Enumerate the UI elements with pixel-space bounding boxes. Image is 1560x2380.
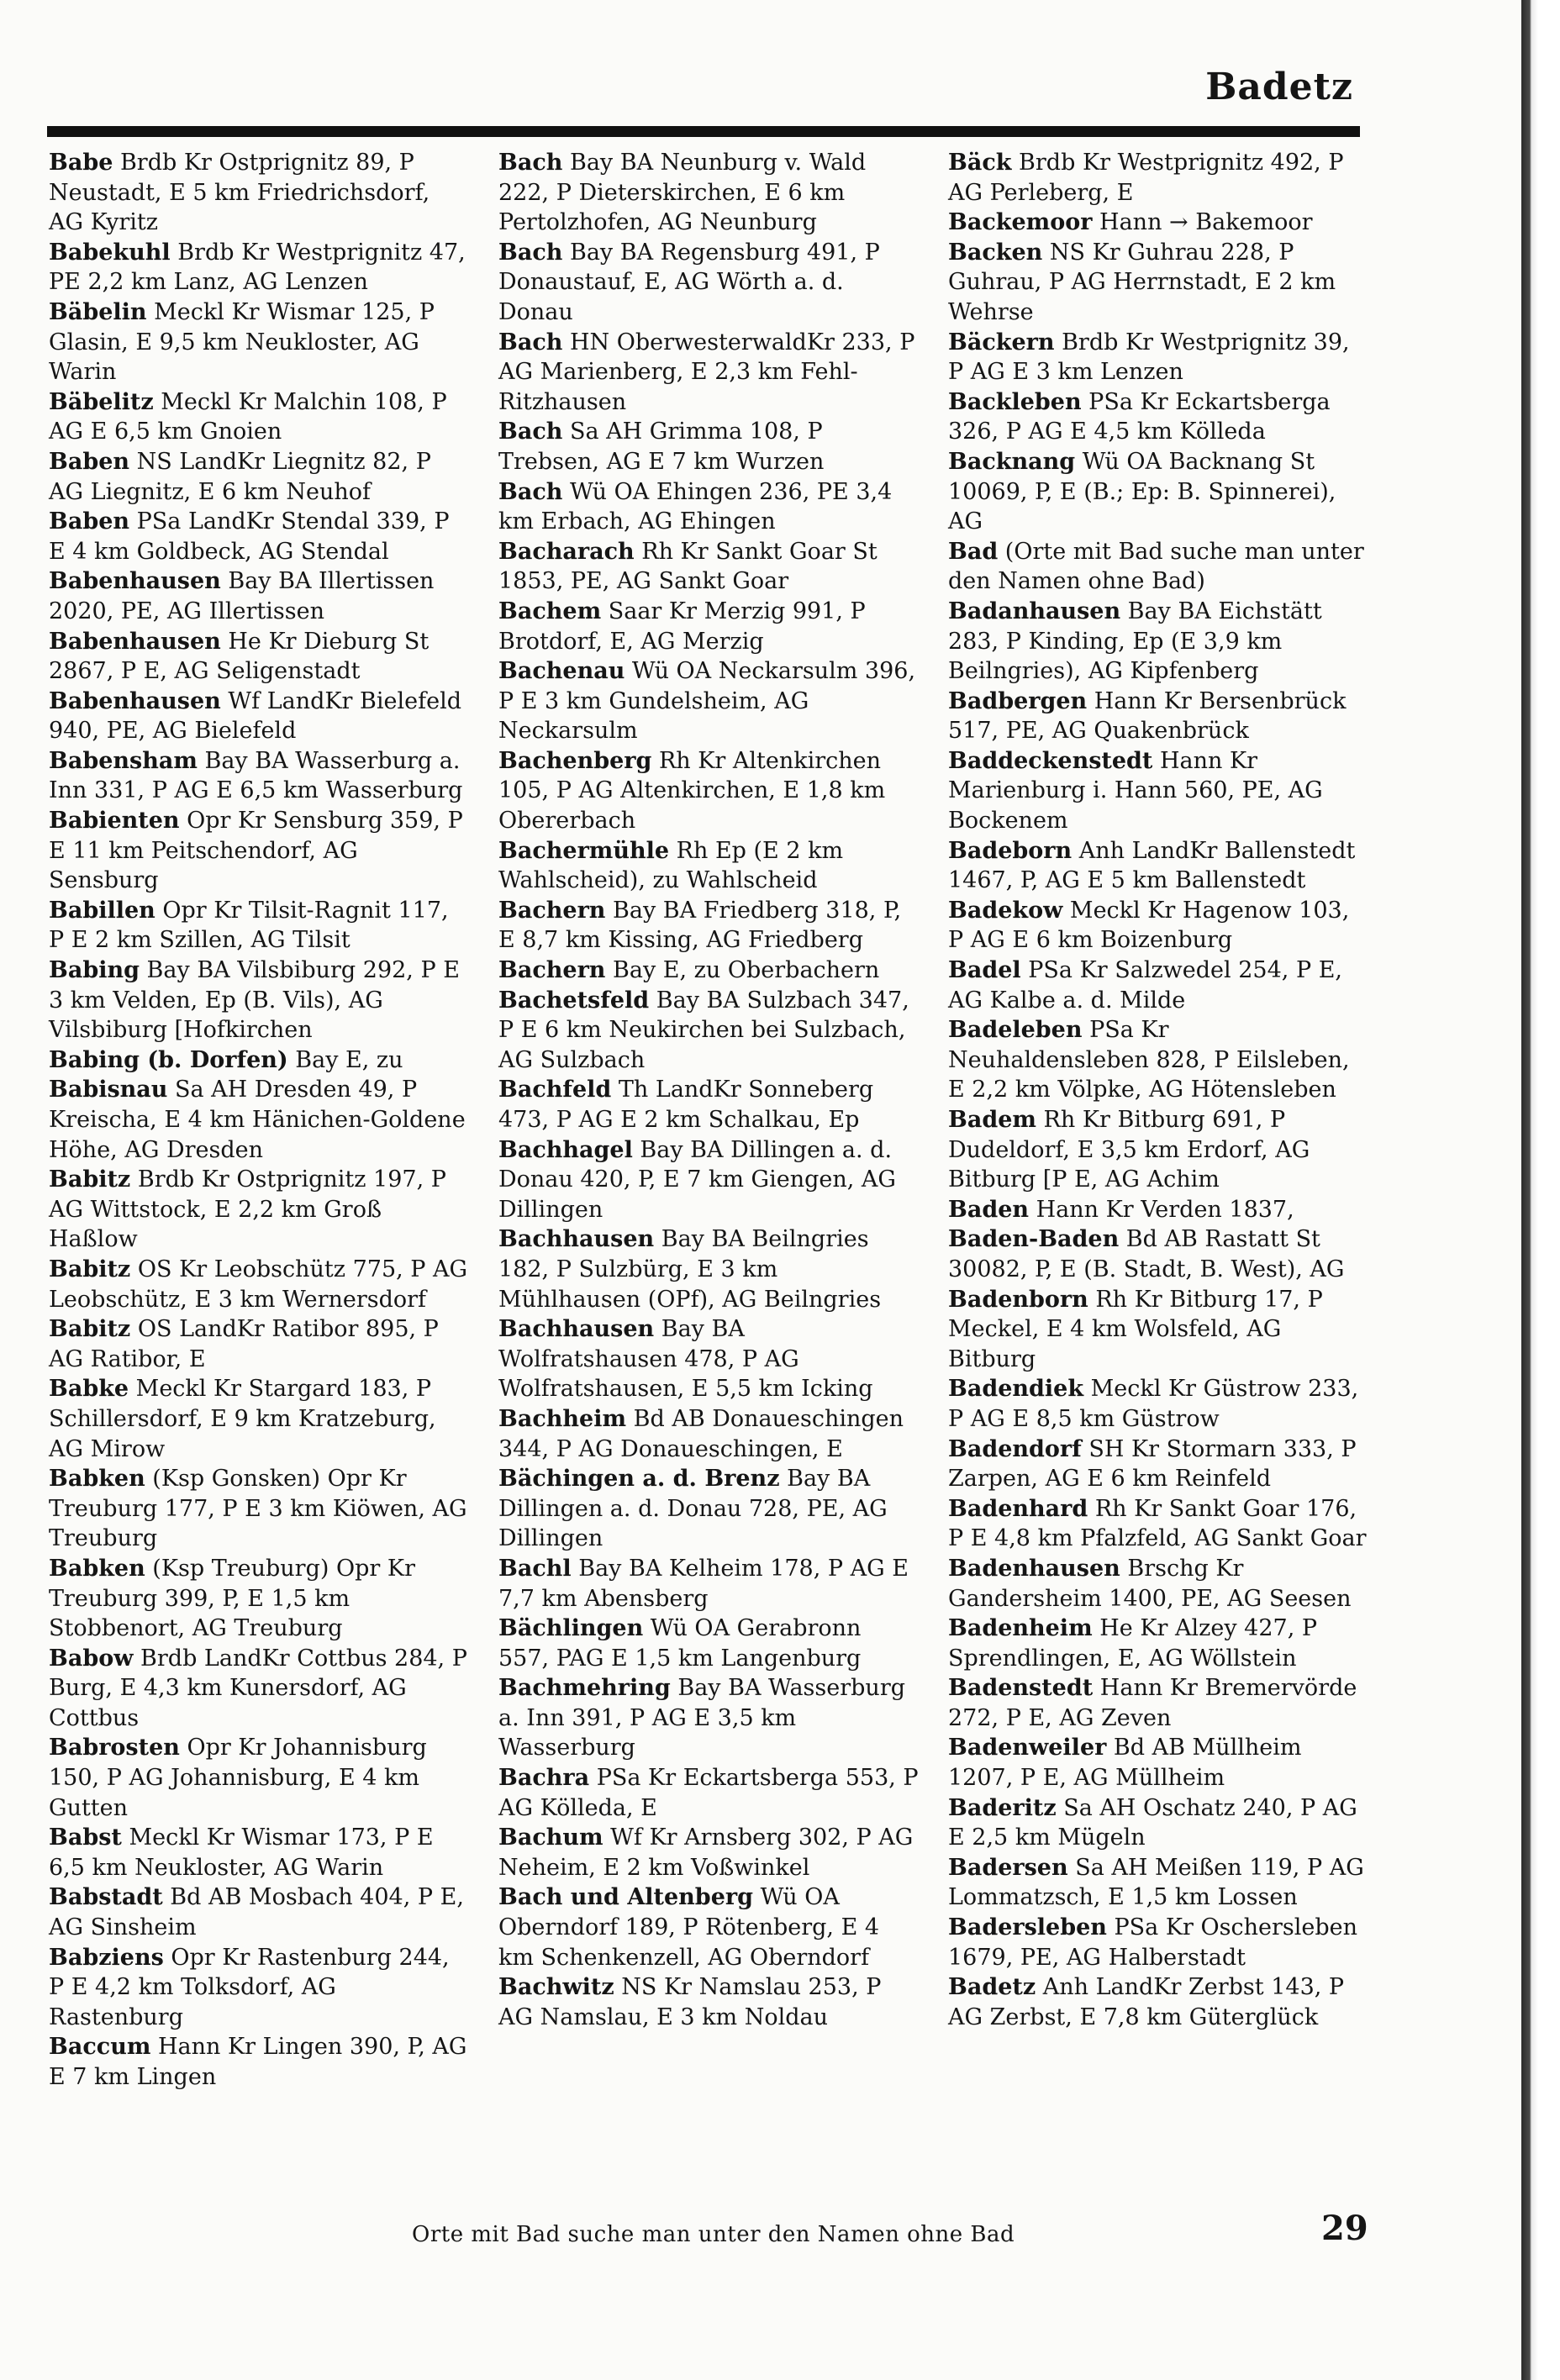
entry (498, 477, 919, 537)
entry (49, 566, 469, 626)
entry-text: Meckl Kr Güstrow 233, P AG E 8,5 km Güstrow (948, 1376, 1359, 1432)
entry-text: Bay BA Illertissen 2020, PE, AG Illertissen (49, 568, 435, 624)
entry-text: Hann Kr Verden 1837, (1029, 1196, 1294, 1223)
entry (498, 1614, 919, 1673)
entry (49, 1045, 469, 1076)
running-head: Badetz (1205, 66, 1353, 108)
entry (948, 537, 1368, 597)
entry-text: NS LandKr Liegnitz 82, P AG Liegnitz, E 6 km Neuhof (49, 448, 431, 505)
entry-headword: Bacharach (498, 538, 635, 565)
entry-text: Saar Kr Merzig 991, P Brotdorf, E, AG Merzig (498, 598, 866, 655)
entry-headword: Bachwitz (498, 1974, 614, 2001)
entry (49, 447, 469, 507)
entry-text: Bay BA Beilngries 182, P Sulzbürg, E 3 km Mühlhausen (OPf), AG Beilngries (498, 1226, 882, 1313)
entry (49, 1943, 469, 2033)
entry (948, 896, 1368, 956)
entry (498, 417, 919, 477)
entry-text: Rh Kr Bitburg 17, P Meckel, E 4 km Wolsfeld, AG Bitburg (948, 1286, 1323, 1372)
entry-text: Meckl Kr Hagenow 103, P AG E 6 km Boizenburg (948, 897, 1350, 954)
entry-headword: Baben (49, 448, 130, 475)
entry (948, 1554, 1368, 1614)
entry (948, 1793, 1368, 1853)
entry (948, 1224, 1368, 1284)
entry-text: PSa Kr Eckartsberga 326, P AG E 4,5 km Kölleda (948, 388, 1331, 445)
entry-text: He Kr Alzey 427, P Sprendlingen, E, AG Wöllstein (948, 1615, 1318, 1672)
entry (498, 1972, 919, 2032)
entry-headword: Backemoor (948, 209, 1093, 236)
entry-text: Th LandKr Sonneberg 473, P AG E 2 km Schalkau, Ep (498, 1077, 874, 1133)
entry-text: Bay E, zu (287, 1046, 403, 1073)
entry-text: Opr Kr Tilsit-Ragnit 117, P E 2 km Szillen, AG Tilsit (49, 897, 449, 954)
entry-headword: Bachern (498, 957, 606, 984)
entry-headword: Babing (49, 957, 140, 984)
column-left (49, 148, 469, 2190)
entry-text: PSa LandKr Stendal 339, P E 4 km Goldbeck, AG Stendal (49, 508, 450, 565)
entry-text: Opr Kr Rastenburg 244, P E 4,2 km Tolksdorf, AG Rastenburg (49, 1944, 450, 2030)
entry-headword: Baderitz (948, 1794, 1057, 1821)
entry-text: Sa AH Oschatz 240, P AG E 2,5 km Mügeln (948, 1794, 1357, 1851)
entry-text: Bay BA Neunburg v. Wald 222, P Dieterskirchen, E 6 km Pertolzhofen, AG Neunburg (498, 150, 867, 236)
entry-text: Rh Kr Bitburg 691, P Dudeldorf, E 3,5 km Erdorf, AG Bitburg [P E, AG Achim (948, 1107, 1310, 1193)
entry-text: Wü OA Backnang St 10069, P, E (B.; Ep: B. Spinnerei), AG (948, 448, 1336, 535)
entry (498, 1404, 919, 1464)
entry-headword: Badanhausen (948, 598, 1121, 624)
entry-headword: Bächlingen (498, 1615, 644, 1642)
entry-text: Rh Kr Altenkirchen 105, P AG Altenkirchen, E 1,8 km Obererbach (498, 747, 886, 835)
entry-headword: Babenhausen (49, 628, 221, 655)
entry-headword: Baden-Baden (948, 1226, 1120, 1253)
entry-headword: Baddeckenstedt (948, 747, 1153, 774)
entry-headword: Babisnau (49, 1077, 168, 1103)
entry-text: Bay BA Regensburg 491, P Donaustauf, E, AG Wörth a. d. Donau (498, 239, 880, 325)
entry-headword: Baden (948, 1196, 1030, 1223)
entry (948, 1913, 1368, 1972)
column-right (948, 148, 1368, 2190)
entry-text: SH Kr Stormarn 333, P Zarpen, AG E 6 km Reinfeld (948, 1435, 1357, 1493)
entry (49, 1165, 469, 1255)
entry-headword: Bachra (498, 1765, 590, 1792)
entry-headword: Babienten (49, 808, 180, 835)
entry (49, 507, 469, 566)
entry (49, 1464, 469, 1554)
entry-text: Opr Kr Johannisburg 150, P AG Johannisburg, E 4 km Gutten (49, 1735, 427, 1821)
entry-headword: Bach (498, 150, 563, 176)
entry-headword: Babensham (49, 747, 198, 774)
entry (948, 1374, 1368, 1434)
entry (498, 896, 919, 956)
entry-text: Bay BA Vilsbiburg 292, P E 3 km Velden, Ep (B. Vils), AG Vilsbiburg [Hofkirchen (49, 957, 460, 1044)
entry-headword: Bäckern (948, 329, 1055, 355)
entry-headword: Babst (49, 1824, 122, 1851)
entry (49, 627, 469, 687)
entry (948, 148, 1368, 208)
entry (49, 806, 469, 896)
page-number: 29 (1321, 2209, 1368, 2248)
entry (49, 1644, 469, 1734)
entry-text: Bay BA Eichstätt 283, P Kinding, Ep (E 3,9 km Beilngries), AG Kipfenberg (948, 598, 1322, 685)
entry-headword: Babillen (49, 897, 155, 924)
entry (498, 1823, 919, 1882)
entry (49, 1554, 469, 1644)
entry-headword: Babenhausen (49, 568, 221, 595)
entry-headword: Badenhard (948, 1495, 1088, 1522)
entry (498, 328, 919, 418)
entry-text: Brdb Kr Westprignitz 492, P AG Perleberg, E (948, 150, 1344, 206)
entry (49, 1255, 469, 1314)
entry (49, 956, 469, 1045)
entry-text: Hann → Bakemoor (1092, 209, 1313, 236)
entry (498, 148, 919, 238)
entry (948, 1853, 1368, 1913)
entry (948, 1435, 1368, 1494)
entry-headword: Babe (49, 150, 113, 176)
entry-headword: Babken (49, 1466, 145, 1493)
entry (948, 746, 1368, 836)
entry (948, 956, 1368, 1015)
entry (948, 687, 1368, 746)
page-edge (1521, 0, 1560, 2380)
entry (948, 447, 1368, 537)
entry (49, 896, 469, 956)
entry-text: Bay BA Friedberg 318, P, E 8,7 km Kissing, AG Friedberg (498, 897, 902, 954)
entry-text: Rh Ep (E 2 km Wahlscheid), zu Wahlscheid (498, 837, 844, 894)
entry (498, 836, 919, 896)
entry (498, 537, 919, 597)
entry (948, 387, 1368, 447)
entry-text: Bay BA Wasserburg a. Inn 391, P AG E 3,5 km Wasserburg (498, 1675, 906, 1761)
entry-headword: Badendorf (948, 1435, 1082, 1462)
entry-text: Bay BA Dillingen a. d. Donau 728, PE, AG Dillingen (498, 1466, 888, 1552)
entry-headword: Babke (49, 1376, 129, 1403)
entry (498, 1464, 919, 1554)
entry (948, 1673, 1368, 1733)
entry-text: Bay BA Sulzbach 347, P E 6 km Neukirchen bei Sulzbach, AG Sulzbach (498, 987, 909, 1073)
entry-headword: Babziens (49, 1944, 164, 1971)
entry (948, 597, 1368, 687)
entry-headword: Badendiek (948, 1376, 1084, 1403)
entry-text: Wü OA Ehingen 236, PE 3,4 km Erbach, AG Ehingen (498, 478, 893, 535)
entry (49, 148, 469, 238)
entry (948, 836, 1368, 896)
entry (948, 1285, 1368, 1375)
entry-headword: Backleben (948, 388, 1082, 415)
entry-headword: Babekuhl (49, 239, 171, 266)
entry (49, 298, 469, 387)
entry (49, 1733, 469, 1823)
entry-text: Brdb LandKr Cottbus 284, P Burg, E 4,3 km Kunersdorf, AG Cottbus (49, 1645, 467, 1731)
entry-text: Bd AB Mosbach 404, P E, AG Sinsheim (49, 1884, 464, 1941)
entry-headword: Babken (49, 1555, 145, 1582)
entry-headword: Backnang (948, 448, 1076, 475)
entry-text: Bay BA Wasserburg a. Inn 331, P AG E 6,5 km Wasserburg (49, 747, 463, 804)
entry-text: Hann Kr Marienburg i. Hann 560, PE, AG Bockenem (948, 747, 1323, 835)
entry-text: Wü OA Neckarsulm 396, P E 3 km Gundelsheim, AG Neckarsulm (498, 658, 916, 745)
entry-headword: Baccum (49, 2034, 151, 2061)
entry-text: Wf Kr Arnsberg 302, P AG Neheim, E 2 km Voßwinkel (498, 1824, 914, 1881)
entry-headword: Bachum (498, 1824, 603, 1851)
entry (948, 1614, 1368, 1673)
entry-text: PSa Kr Salzwedel 254, P E, AG Kalbe a. d. Milde (948, 957, 1342, 1014)
entry-headword: Babow (49, 1645, 134, 1672)
entry-text: Hann Kr Bremervörde 272, P E, AG Zeven (948, 1675, 1357, 1731)
entry-headword: Babenhausen (49, 687, 221, 714)
entry-text: Wf LandKr Bielefeld 940, PE, AG Bielefeld (49, 687, 462, 745)
entry-headword: Bach (498, 239, 563, 266)
entry-text: Brdb Kr Ostprignitz 197, P AG Wittstock, E 2,2 km Groß Haßlow (49, 1166, 446, 1253)
entry (498, 1224, 919, 1314)
entry-text: Bay BA Wolfratshausen 478, P AG Wolfratshausen, E 5,5 km Icking (498, 1316, 873, 1403)
column-middle (498, 148, 919, 2190)
entry (498, 1314, 919, 1404)
entry-text: Meckl Kr Malchin 108, P AG E 6,5 km Gnoien (49, 388, 447, 445)
entry-text: Bd AB Donaueschingen 344, P AG Donaueschingen, E (498, 1405, 904, 1462)
entry (948, 1195, 1368, 1225)
entry-columns (49, 148, 1368, 2190)
entry-headword: Bachheim (498, 1405, 627, 1432)
entry-headword: Babitz (49, 1256, 131, 1282)
entry-text: (Ksp Treuburg) Opr Kr Treuburg 399, P, E 1,5 km Stobbenort, AG Treuburg (49, 1555, 415, 1642)
entry-text: Brdb Kr Westprignitz 39, P AG E 3 km Lenzen (948, 329, 1350, 386)
entry-headword: Bäbelin (49, 298, 147, 325)
entry-headword: Badeborn (948, 837, 1072, 864)
entry-text: HN OberwesterwaldKr 233, P AG Marienberg, E 2,3 km Fehl-Ritzhausen (498, 329, 915, 415)
entry (498, 1763, 919, 1823)
entry-text: Bd AB Rastatt St 30082, P, E (B. Stadt, B. West), AG (948, 1226, 1345, 1282)
entry-headword: Babitz (49, 1166, 131, 1193)
entry-headword: Babstadt (49, 1884, 163, 1911)
entry-text: (Orte mit Bad suche man unter den Namen ohne Bad) (948, 538, 1364, 595)
entry-text: Sa AH Meißen 119, P AG Lommatzsch, E 1,5 km Lossen (948, 1854, 1364, 1911)
entry-text: NS Kr Namslau 253, P AG Namslau, E 3 km Noldau (498, 1974, 882, 2030)
entry-text: (Ksp Gonsken) Opr Kr Treuburg 177, P E 3 km Kiöwen, AG Treuburg (49, 1466, 467, 1552)
entry-headword: Bachhagel (498, 1136, 633, 1163)
entry-headword: Bach (498, 478, 563, 505)
entry (49, 1823, 469, 1882)
entry-text: Meckl Kr Wismar 173, P E 6,5 km Neukloster, AG Warin (49, 1824, 434, 1881)
entry-headword: Bachetsfeld (498, 987, 650, 1014)
entry-headword: Bach (498, 419, 563, 445)
entry (498, 597, 919, 656)
entry-headword: Backen (948, 239, 1043, 266)
entry-text: Hann Kr Lingen 390, P, AG E 7 km Lingen (49, 2034, 467, 2090)
entry-text: Rh Kr Sankt Goar St 1853, PE, AG Sankt Goar (498, 538, 878, 595)
entry-headword: Badenborn (948, 1286, 1088, 1313)
entry (948, 208, 1368, 238)
entry-text: PSa Kr Oschersleben 1679, PE, AG Halberstadt (948, 1914, 1358, 1971)
entry-text: Bd AB Müllheim 1207, P E, AG Müllheim (948, 1735, 1302, 1792)
entry-headword: Badel (948, 957, 1021, 984)
entry-headword: Baben (49, 508, 130, 535)
entry-text: Bay BA Kelheim 178, P AG E 7,7 km Abensberg (498, 1555, 909, 1612)
entry-text: OS LandKr Ratibor 895, P AG Ratibor, E (49, 1316, 439, 1372)
entry-headword: Babrosten (49, 1735, 180, 1761)
entry (498, 656, 919, 746)
entry-text: Sa AH Grimma 108, P Trebsen, AG E 7 km Wurzen (498, 419, 825, 475)
entry-text: PSa Kr Eckartsberga 553, P AG Kölleda, E (498, 1765, 919, 1821)
entry-headword: Bach und Altenberg (498, 1884, 753, 1911)
entry-text: Brschg Kr Gandersheim 1400, PE, AG Seesen (948, 1555, 1352, 1612)
header-rule (47, 126, 1360, 137)
entry-text: Wü OA Oberndorf 189, P Rötenberg, E 4 km Schenkenzell, AG Oberndorf (498, 1884, 880, 1971)
entry-headword: Bach (498, 329, 563, 355)
entry-text: Wü OA Gerabronn 557, PAG E 1,5 km Langenburg (498, 1615, 862, 1672)
entry (498, 746, 919, 836)
entry-text: Sa AH Dresden 49, P Kreischa, E 4 km Hänichen-Goldene Höhe, AG Dresden (49, 1077, 466, 1163)
entry-headword: Bäck (948, 150, 1012, 176)
entry-headword: Badenstedt (948, 1675, 1094, 1702)
entry (49, 746, 469, 806)
entry (498, 1882, 919, 1972)
entry (49, 1374, 469, 1464)
entry-text: Meckl Kr Stargard 183, P Schillersdorf, E 9 km Kratzeburg, AG Mirow (49, 1376, 436, 1462)
entry-headword: Bachl (498, 1555, 572, 1582)
entry-headword: Bächingen a. d. Brenz (498, 1466, 780, 1493)
entry-headword: Badersleben (948, 1914, 1107, 1941)
entry-headword: Bachmehring (498, 1675, 671, 1702)
entry-headword: Badeleben (948, 1017, 1083, 1044)
entry (948, 238, 1368, 328)
entry-text: Meckl Kr Wismar 125, P Glasin, E 9,5 km Neukloster, AG Warin (49, 298, 435, 386)
footer-note: Orte mit Bad suche man unter den Namen ohne Bad (412, 2222, 1015, 2247)
entry (49, 2032, 469, 2092)
entry (948, 1015, 1368, 1105)
entry (49, 387, 469, 447)
entry-text: Opr Kr Sensburg 359, P E 11 km Peitschendorf, AG Sensburg (49, 808, 463, 894)
entry-headword: Bachenberg (498, 747, 652, 774)
entry-headword: Bachhausen (498, 1316, 655, 1343)
entry-text: Hann Kr Bersenbrück 517, PE, AG Quakenbrück (948, 687, 1347, 745)
entry-headword: Bäbelitz (49, 388, 154, 415)
entry (498, 1135, 919, 1225)
entry (49, 687, 469, 746)
entry (49, 238, 469, 298)
entry-text: Bay E, zu Oberbachern (605, 957, 880, 984)
entry-headword: Badbergen (948, 687, 1088, 714)
entry-text: Anh LandKr Ballenstedt 1467, P, AG E 5 km Ballenstedt (948, 837, 1356, 894)
entry-headword: Bad (948, 538, 999, 565)
entry-headword: Badenhausen (948, 1555, 1120, 1582)
entry-headword: Badekow (948, 897, 1063, 924)
entry-headword: Bachern (498, 897, 606, 924)
entry-text: Rh Kr Sankt Goar 176, P E 4,8 km Pfalzfeld, AG Sankt Goar (948, 1495, 1367, 1552)
entry-text: NS Kr Guhrau 228, P Guhrau, P AG Herrnstadt, E 2 km Wehrse (948, 239, 1336, 325)
entry (948, 1972, 1368, 2032)
entry-text: Anh LandKr Zerbst 143, P AG Zerbst, E 7,8 km Güterglück (948, 1974, 1345, 2030)
entry (948, 328, 1368, 387)
entry-headword: Badersen (948, 1854, 1068, 1881)
entry-headword: Badenheim (948, 1615, 1093, 1642)
entry (948, 1105, 1368, 1195)
entry-headword: Badetz (948, 1974, 1036, 2001)
entry-text: He Kr Dieburg St 2867, P E, AG Seligenstadt (49, 628, 430, 685)
entry (498, 956, 919, 986)
entry (49, 1314, 469, 1374)
entry (948, 1494, 1368, 1554)
entry (498, 1075, 919, 1135)
entry-headword: Badenweiler (948, 1735, 1107, 1761)
entry-headword: Bachem (498, 598, 602, 624)
entry-headword: Bachermühle (498, 837, 670, 864)
entry-text: PSa Kr Neuhaldensleben 828, P Eilsleben, E 2,2 km Völpke, AG Hötensleben (948, 1017, 1350, 1103)
entry-headword: Babing (b. Dorfen) (49, 1046, 288, 1073)
entry (49, 1075, 469, 1165)
entry (948, 1733, 1368, 1793)
entry-headword: Bachfeld (498, 1077, 612, 1103)
entry-text: Bay BA Dillingen a. d. Donau 420, P, E 7 km Giengen, AG Dillingen (498, 1136, 896, 1223)
entry-text: Brdb Kr Ostprignitz 89, P Neustadt, E 5 km Friedrichsdorf, AG Kyritz (49, 150, 430, 236)
entry (498, 1673, 919, 1763)
entry (498, 1554, 919, 1614)
entry-headword: Bachenau (498, 658, 625, 685)
entry-text: OS Kr Leobschütz 775, P AG Leobschütz, E 3 km Wernersdorf (49, 1256, 468, 1313)
entry-text: Brdb Kr Westprignitz 47, PE 2,2 km Lanz, AG Lenzen (49, 239, 466, 296)
entry (49, 1882, 469, 1942)
entry (498, 238, 919, 328)
entry-headword: Badem (948, 1107, 1036, 1133)
entry-headword: Babitz (49, 1316, 131, 1343)
entry-headword: Bachhausen (498, 1226, 655, 1253)
entry (498, 986, 919, 1076)
